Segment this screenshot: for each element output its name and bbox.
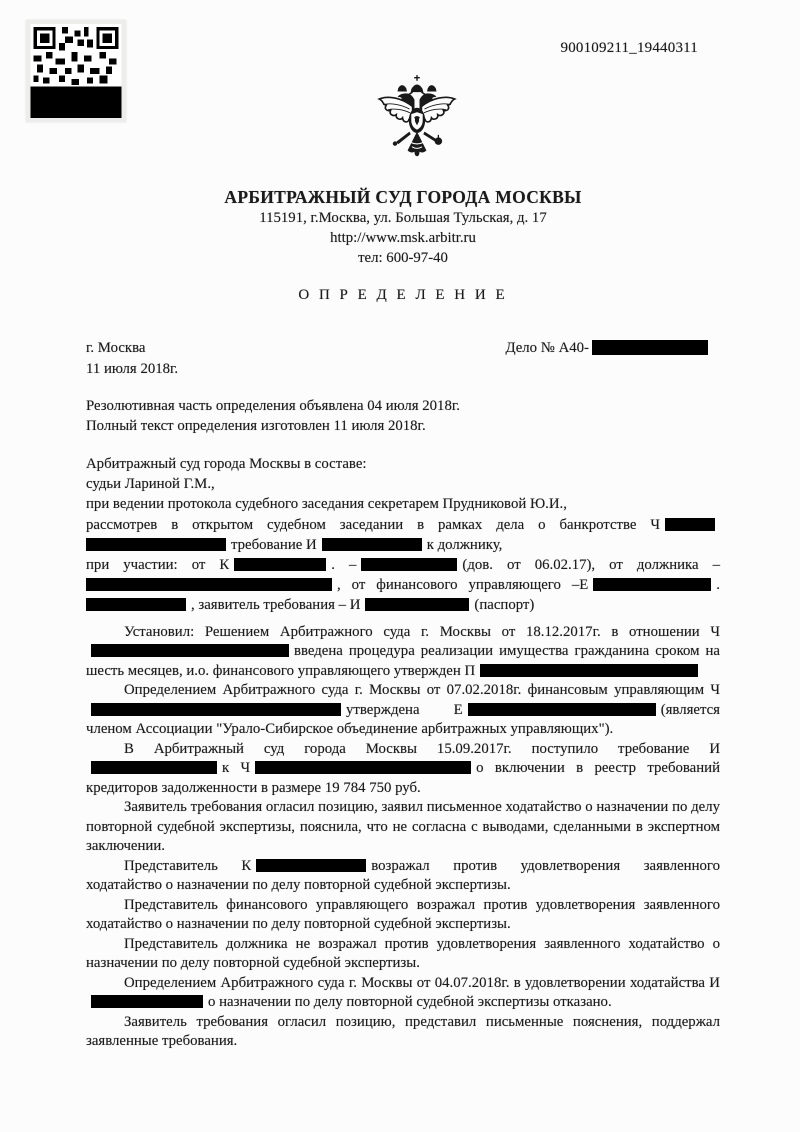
case-number-label: Дело № А40-	[505, 340, 589, 356]
court-name: АРБИТРАЖНЫЙ СУД ГОРОДА МОСКВЫ	[224, 187, 582, 207]
composition-claim-line	[86, 535, 720, 555]
paragraph-text: Определением Арбитражного суда г. Москвы от 07.02.2018г. финансовым управляющим Ч	[124, 682, 720, 699]
court-composition	[86, 454, 720, 616]
paragraph	[86, 974, 720, 1013]
redaction-bar	[91, 644, 289, 657]
paragraph-text: к Ч	[222, 760, 251, 777]
paragraph	[86, 623, 720, 682]
paragraph-text: о назначении по делу повторной судебной экспертизы отказано.	[208, 994, 612, 1011]
court-website: http://www.msk.arbitr.ru	[330, 230, 476, 246]
redaction-bar	[86, 598, 186, 611]
paragraph	[86, 681, 720, 740]
paragraph	[86, 857, 720, 896]
redaction-bar	[91, 761, 217, 774]
case-number	[505, 338, 720, 359]
redaction-bar	[234, 558, 326, 571]
paragraph-text: Определением Арбитражного суда г. Москвы от 04.07.2018г. в удовлетворении ходатайства И	[124, 974, 720, 991]
line-text: (паспорт)	[474, 597, 535, 614]
composition-applicant-line	[86, 595, 720, 615]
paragraph: Заявитель требования огласил позицию, заявил письменное ходатайство о назначении по делу повторной судебной экспертизы, пояснила, что не согласна с выводами, сделанными в экспертном заключении.	[86, 799, 720, 855]
resolutive-part-line: Резолютивная часть определения объявлена 04 июля 2018г.	[86, 398, 460, 414]
redaction-bar	[665, 518, 715, 531]
line-text: . –	[331, 557, 357, 574]
paragraph-text: Установил: Решением Арбитражного суда г. Москвы от 18.12.2017г. в отношении Ч	[124, 623, 720, 640]
redaction-bar	[361, 558, 457, 571]
composition-court-line: Арбитражный суд города Москвы в составе:	[86, 456, 367, 472]
paragraph: Заявитель требования огласил позицию, представил письменные пояснения, поддержал заявленные требования.	[86, 1013, 720, 1050]
redaction-bar	[86, 538, 226, 551]
composition-secretary-line: при ведении протокола судебного заседания секретарем Прудниковой Ю.И.,	[86, 496, 567, 513]
paragraph-text: возражал против удовлетворения заявленного ходатайство о назначении по делу повторной судебной экспертизы.	[86, 857, 720, 894]
composition-participants-line	[86, 555, 720, 575]
line-text: рассмотрев в открытом судебном заседании в рамках дела о банкротстве Ч	[86, 516, 660, 533]
paragraph-text: Представитель К	[124, 857, 252, 874]
document-id: 900109211_19440311	[560, 40, 698, 56]
ruling-text	[86, 623, 720, 1052]
redaction-bar	[91, 995, 203, 1008]
redaction-bar	[480, 664, 698, 677]
announcement-block	[86, 396, 720, 436]
full-text-line: Полный текст определения изготовлен 11 июля 2018г.	[86, 418, 426, 434]
line-text: требование И	[231, 536, 317, 553]
paragraph-text: о включении в реестр требований кредиторов задолженности в размере 19 784 750 руб.	[86, 760, 720, 796]
court-phone: тел: 600-97-40	[358, 250, 448, 266]
redaction-bar	[256, 859, 366, 872]
redaction-bar	[255, 761, 471, 774]
paragraph-text: утверждена Е	[346, 701, 463, 718]
paragraph-text: (является членом Ассоциации "Урало-Сибирское объединение арбитражных управляющих").	[86, 701, 720, 738]
paragraph: Представитель должника не возражал против удовлетворения заявленного ходатайство о назначении по делу повторной судебной экспертизы.	[86, 935, 720, 972]
document-date: 11 июля 2018г.	[86, 361, 179, 377]
redaction-bar	[592, 340, 708, 355]
line-text: .	[716, 577, 720, 594]
composition-manager-line	[86, 575, 720, 595]
line-text: к должнику,	[426, 536, 503, 553]
redaction-bar	[322, 538, 422, 551]
redaction-bar	[91, 703, 341, 716]
composition-case-line	[86, 515, 720, 535]
composition-judge-line: судьи Лариной Г.М.,	[86, 476, 215, 493]
court-address: 115191, г.Москва, ул. Большая Тульская, д. 17	[259, 210, 547, 226]
line-text: , от финансового управляющего –Е	[337, 577, 589, 594]
place-city: г. Москва	[86, 340, 146, 356]
line-text: , заявитель требования – И	[191, 597, 361, 614]
redaction-bar	[468, 703, 656, 716]
paragraph	[86, 740, 720, 799]
redaction-bar	[593, 578, 711, 591]
redaction-bar	[86, 578, 332, 591]
document-title: О П Р Е Д Е Л Е Н И Е	[298, 287, 508, 303]
court-letterhead	[86, 186, 720, 305]
paragraph: Представитель финансового управляющего возражал против удовлетворения заявленного ходатайство о назначении по делу повторной судебной экспертизы.	[86, 896, 720, 933]
paragraph-text: В Арбитражный суд города Москвы 15.09.2017г. поступило требование И	[124, 740, 720, 757]
line-text: (дов. от 06.02.17), от должника –	[462, 557, 721, 574]
case-header-row	[86, 338, 720, 359]
paragraph-text: введена процедура реализации имущества гражданина сроком на шесть месяцев, и.о. финансового управляющего утвержден П	[86, 643, 720, 679]
line-text: при участии: от К	[86, 557, 230, 574]
redaction-bar	[365, 598, 469, 611]
document-body	[86, 0, 720, 1052]
